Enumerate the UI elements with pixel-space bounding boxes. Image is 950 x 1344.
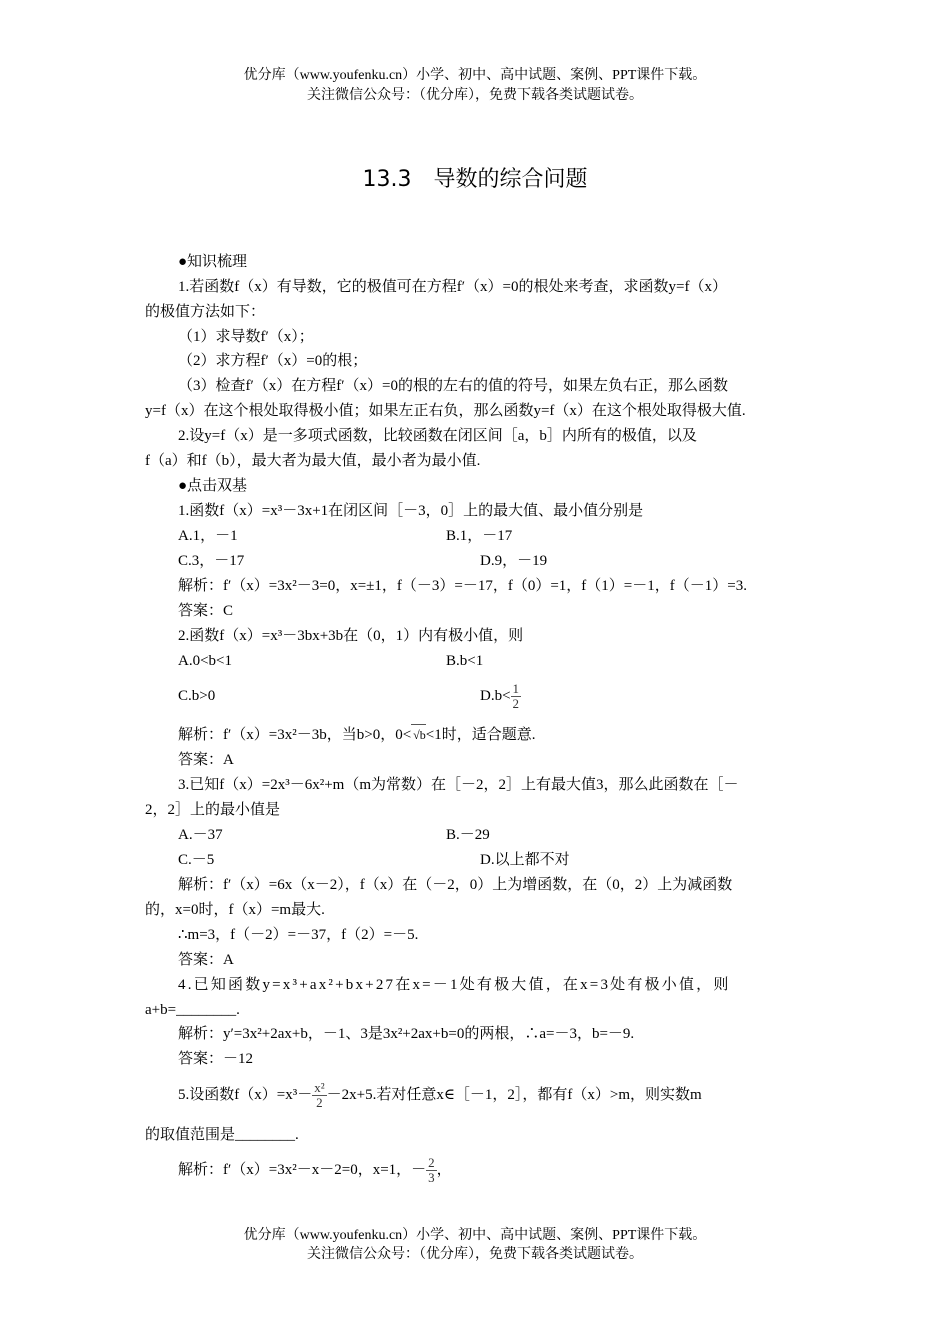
analysis-text-pre: 解析：f′（x）=3x²－3b，当b>0，0<	[178, 727, 412, 743]
question-5-stem-line-1	[178, 1076, 702, 1114]
paragraph-1-line-2: 的极值方法如下：	[145, 304, 266, 320]
header-line-1: 优分库（www.youfenku.cn）小学、初中、高中试题、案例、PPT课件下载。	[243, 68, 707, 83]
sqrt-radicand: √b	[411, 724, 426, 745]
stem-text-pre: 5.设函数f（x）=x³－	[178, 1087, 313, 1103]
question-3-stem-line-1: 3.已知f（x）=2x³－6x²+m（m为常数）在［－2，2］上有最大值3，那么此函数在［－	[178, 777, 739, 793]
question-1-analysis: 解析：f′（x）=3x²－3=0，x=±1，f（－3）=－17，f（0）=1，f（1）=－1，f（－1）=3.	[178, 578, 747, 594]
question-5-analysis	[178, 1150, 452, 1190]
page-title: 13.3 导数的综合问题	[362, 167, 588, 192]
fraction-numerator: 1	[512, 681, 520, 697]
question-3-stem-line-2: 2，2］上的最小值是	[145, 802, 281, 818]
question-3-answer: 答案：A	[178, 952, 234, 968]
footer-line-2: 关注微信公众号：（优分库），免费下载各类试题试卷。	[307, 1247, 643, 1262]
question-1-stem: 1.函数f（x）=x³－3x+1在闭区间［－3，0］上的最大值、最小值分别是	[178, 503, 644, 519]
option-d-prefix: D.b<	[480, 688, 511, 704]
sqrt-value: b	[419, 728, 426, 742]
header-line-2: 关注微信公众号：（优分库），免费下载各类试题试卷。	[307, 88, 643, 103]
question-3-option-d: D.以上都不对	[480, 852, 570, 868]
question-3-analysis-line-3: ∴m=3，f（－2）=－37，f（2）=－5.	[178, 927, 419, 943]
question-4-stem-line-1: 4.已知函数y=x³+ax²+bx+27在x=－1处有极大值，在x=3处有极小值，则	[178, 977, 731, 993]
stem-text-post: －2x+5.若对任意x∈［－1，2］，都有f（x）>m，则实数m	[326, 1087, 702, 1103]
fraction	[511, 682, 522, 711]
fraction	[312, 1081, 326, 1110]
question-3-option-b: B.－29	[446, 827, 490, 843]
question-2-option-a: A.0<b<1	[178, 653, 233, 669]
analysis-text-post: ，	[436, 1162, 452, 1178]
fraction-numerator: x²	[314, 1080, 325, 1096]
question-3-option-c: C.－5	[178, 852, 215, 868]
question-1-option-c: C.3，－17	[178, 553, 245, 569]
question-2-stem: 2.函数f（x）=x³－3bx+3b在（0，1）内有极小值，则	[178, 628, 524, 644]
question-4-answer: 答案：－12	[178, 1051, 254, 1067]
question-3-analysis-line-2: 的，x=0时，f（x）=m最大.	[145, 902, 325, 918]
question-3-analysis-line-1: 解析：f′（x）=6x（x－2），f（x）在（－2，0）上为增函数，在（0，2）上为减函数	[178, 877, 733, 893]
question-1-option-b: B.1，－17	[446, 528, 513, 544]
step-2: （2）求方程f′（x）=0的根；	[178, 353, 368, 369]
question-4-analysis: 解析：y′=3x²+2ax+b，－1、3是3x²+2ax+b=0的两根，∴a=－3，b=－9.	[178, 1026, 635, 1042]
question-1-answer: 答案：C	[178, 603, 234, 619]
question-4-stem-line-2: a+b=________.	[145, 1002, 240, 1018]
question-2-option-c: C.b>0	[178, 688, 216, 704]
step-1: （1）求导数f′（x）；	[178, 329, 314, 345]
question-2-answer: 答案：A	[178, 752, 234, 768]
question-2-analysis	[178, 724, 535, 745]
section-heading-basics: ●点击双基	[178, 478, 248, 494]
question-3-option-a: A.－37	[178, 827, 223, 843]
fraction	[426, 1156, 437, 1185]
fraction-denominator: 3	[428, 1170, 435, 1186]
step-3-line-1: （3）检查f′（x）在方程f′（x）=0的根的左右的值的符号，如果左负右正，那么函数	[178, 378, 729, 394]
question-5-stem-line-2: 的取值范围是________.	[145, 1127, 299, 1143]
footer-line-1: 优分库（www.youfenku.cn）小学、初中、高中试题、案例、PPT课件下载。	[243, 1228, 707, 1243]
question-2-option-b: B.b<1	[446, 653, 484, 669]
fraction-denominator: 2	[316, 1095, 323, 1111]
paragraph-1-line-1: 1.若函数f（x）有导数，它的极值可在方程f′（x）=0的根处来考查，求函数y=f（x）	[178, 279, 727, 295]
fraction-numerator: 2	[428, 1155, 435, 1171]
analysis-text-pre: 解析：f′（x）=3x²－x－2=0，x=1，－	[178, 1162, 427, 1178]
question-1-option-d: D.9，－19	[480, 553, 548, 569]
paragraph-2-line-1: 2.设y=f（x）是一多项式函数，比较函数在闭区间［a，b］内所有的极值，以及	[178, 428, 697, 444]
fraction-denominator: 2	[512, 696, 520, 712]
question-1-option-a: A.1，－1	[178, 528, 238, 544]
section-heading-knowledge: ●知识梳理	[178, 254, 248, 270]
analysis-text-post: <1时，适合题意.	[425, 727, 536, 743]
question-2-option-d	[480, 676, 521, 716]
paragraph-2-line-2: f（a）和f（b），最大者为最大值，最小者为最小值.	[145, 453, 481, 469]
step-3-line-2: y=f（x）在这个根处取得极小值；如果左正右负，那么函数y=f（x）在这个根处取得极大值.	[145, 403, 746, 419]
